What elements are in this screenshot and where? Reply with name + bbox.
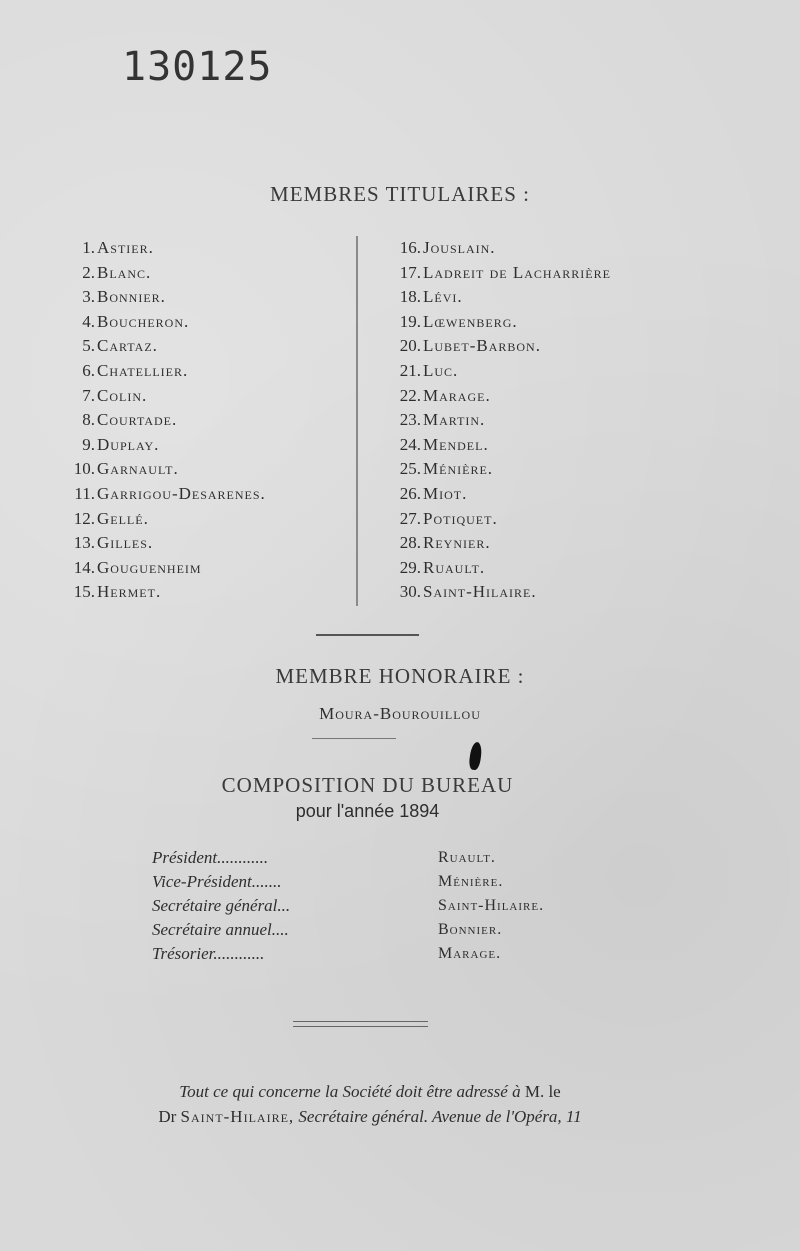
member-row xyxy=(40,556,345,581)
member-name: Courtade. xyxy=(97,410,178,430)
member-number: 25. xyxy=(399,459,421,479)
member-row xyxy=(385,531,685,556)
member-number: 24. xyxy=(399,434,421,454)
member-name: Ménière. xyxy=(423,459,494,479)
member-number: 17. xyxy=(399,262,421,282)
member-number: 13. xyxy=(73,533,95,553)
member-name: Lubet-Barbon. xyxy=(423,336,541,356)
section-divider xyxy=(316,634,419,636)
footer-line1-upright: M. le xyxy=(524,1082,561,1101)
member-name: Garrigou-Desarenes. xyxy=(97,483,266,503)
footer-name: Saint-Hilaire, xyxy=(180,1107,295,1126)
member-name: Mendel. xyxy=(423,434,489,454)
member-row xyxy=(40,236,345,261)
column-divider xyxy=(356,236,358,606)
member-row xyxy=(40,384,345,409)
member-name: Luc. xyxy=(423,360,459,380)
member-name: Blanc. xyxy=(97,262,152,282)
member-row xyxy=(385,310,685,335)
double-rule-bottom xyxy=(293,1026,428,1027)
member-row xyxy=(385,482,685,507)
ink-blot xyxy=(468,741,483,770)
bureau-year-line: pour l'année 1894 xyxy=(295,801,440,821)
bureau-role: Président............ xyxy=(152,848,269,867)
member-name: Chatellier. xyxy=(97,360,189,380)
footer-line-2 xyxy=(0,1107,740,1127)
member-row xyxy=(40,310,345,335)
member-number: 27. xyxy=(399,508,421,528)
member-number: 2. xyxy=(82,262,95,282)
bureau-role: Vice-Président....... xyxy=(152,872,282,891)
short-divider xyxy=(312,738,396,739)
member-number: 20. xyxy=(399,336,421,356)
members-left-column xyxy=(40,236,345,605)
member-name: Jouslain. xyxy=(423,238,496,257)
member-number: 10. xyxy=(73,459,95,479)
member-number: 28. xyxy=(399,533,421,553)
member-number: 30. xyxy=(399,582,421,602)
member-number: 26. xyxy=(399,483,421,503)
bureau-role: Secrétaire général... xyxy=(152,896,291,915)
member-number: 15. xyxy=(73,582,95,602)
bureau-role: Trésorier............ xyxy=(152,944,265,963)
member-number: 23. xyxy=(399,410,421,430)
member-name: Ladreit de Lacharrière xyxy=(423,262,611,282)
titulaires-heading: MEMBRES TITULAIRES : xyxy=(270,182,530,206)
member-row xyxy=(385,334,685,359)
member-row xyxy=(40,408,345,433)
member-row xyxy=(385,457,685,482)
member-name: Gellé. xyxy=(97,508,149,528)
member-row xyxy=(40,531,345,556)
member-row xyxy=(385,556,685,581)
member-row xyxy=(385,261,685,286)
member-number: 19. xyxy=(399,311,421,331)
member-name: Marage. xyxy=(423,385,491,405)
member-row xyxy=(385,507,685,532)
member-name: Lévi. xyxy=(423,287,463,307)
bureau-holder: Ruault. xyxy=(438,849,496,866)
member-row xyxy=(40,507,345,532)
member-row xyxy=(40,285,345,310)
honoraire-heading: MEMBRE HONORAIRE : xyxy=(275,664,525,688)
member-name: Cartaz. xyxy=(97,336,158,356)
member-number: 1. xyxy=(82,238,95,257)
member-name: Ruault. xyxy=(423,557,486,577)
member-number: 14. xyxy=(73,557,95,577)
member-number: 5. xyxy=(82,336,95,356)
footer-dr: Dr xyxy=(158,1107,177,1126)
bureau-heading: COMPOSITION DU BUREAU xyxy=(221,773,514,797)
member-row xyxy=(385,359,685,384)
honoraire-name: Moura-Bourouillou xyxy=(319,704,481,723)
member-name: Bonnier. xyxy=(97,287,166,307)
member-number: 3. xyxy=(82,287,95,307)
member-row xyxy=(40,580,345,605)
member-row xyxy=(40,334,345,359)
member-number: 18. xyxy=(399,287,421,307)
members-right-column xyxy=(385,236,685,605)
member-number: 9. xyxy=(82,434,95,454)
footer-line-1 xyxy=(0,1082,740,1102)
member-number: 7. xyxy=(82,385,95,405)
member-number: 22. xyxy=(399,385,421,405)
member-row xyxy=(40,433,345,458)
member-row xyxy=(40,261,345,286)
member-name: Gouguenheim xyxy=(97,557,202,577)
member-name: Garnault. xyxy=(97,459,179,479)
member-row xyxy=(40,359,345,384)
member-row xyxy=(385,580,685,605)
bureau-role: Secrétaire annuel.... xyxy=(152,920,289,939)
member-row xyxy=(385,384,685,409)
member-name: Gilles. xyxy=(97,533,154,553)
member-number: 29. xyxy=(399,557,421,577)
bureau-holder: Saint-Hilaire. xyxy=(438,897,545,914)
member-name: Boucheron. xyxy=(97,311,190,331)
member-number: 4. xyxy=(82,311,95,331)
double-rule-top xyxy=(293,1021,428,1022)
member-name: Duplay. xyxy=(97,434,160,454)
member-row xyxy=(385,285,685,310)
bureau-holder: Bonnier. xyxy=(438,921,503,938)
member-number: 21. xyxy=(399,360,421,380)
member-name: Astier. xyxy=(97,238,154,257)
stamp-number: 130125 xyxy=(122,44,273,90)
member-number: 16. xyxy=(399,238,421,257)
member-number: 11. xyxy=(74,483,95,503)
member-name: Saint-Hilaire. xyxy=(423,582,537,602)
member-name: Colin. xyxy=(97,385,148,405)
member-row xyxy=(385,236,685,261)
bureau-holder: Ménière. xyxy=(438,873,504,890)
member-row xyxy=(385,408,685,433)
member-name: Martin. xyxy=(423,410,486,430)
member-name: Reynier. xyxy=(423,533,491,553)
member-number: 8. xyxy=(82,410,95,430)
member-row xyxy=(40,457,345,482)
bureau-holder: Marage. xyxy=(438,945,502,962)
member-number: 12. xyxy=(73,508,95,528)
member-row xyxy=(385,433,685,458)
member-row xyxy=(40,482,345,507)
member-name: Hermet. xyxy=(97,582,162,602)
member-name: Potiquet. xyxy=(423,508,498,528)
footer-line1-italic: Tout ce qui concerne la Société doit être adressé à xyxy=(179,1082,521,1101)
footer-address: Secrétaire général. Avenue de l'Opéra, 11 xyxy=(298,1107,582,1126)
member-number: 6. xyxy=(82,360,95,380)
member-name: Lœwenberg. xyxy=(423,311,518,331)
member-name: Miot. xyxy=(423,483,468,503)
